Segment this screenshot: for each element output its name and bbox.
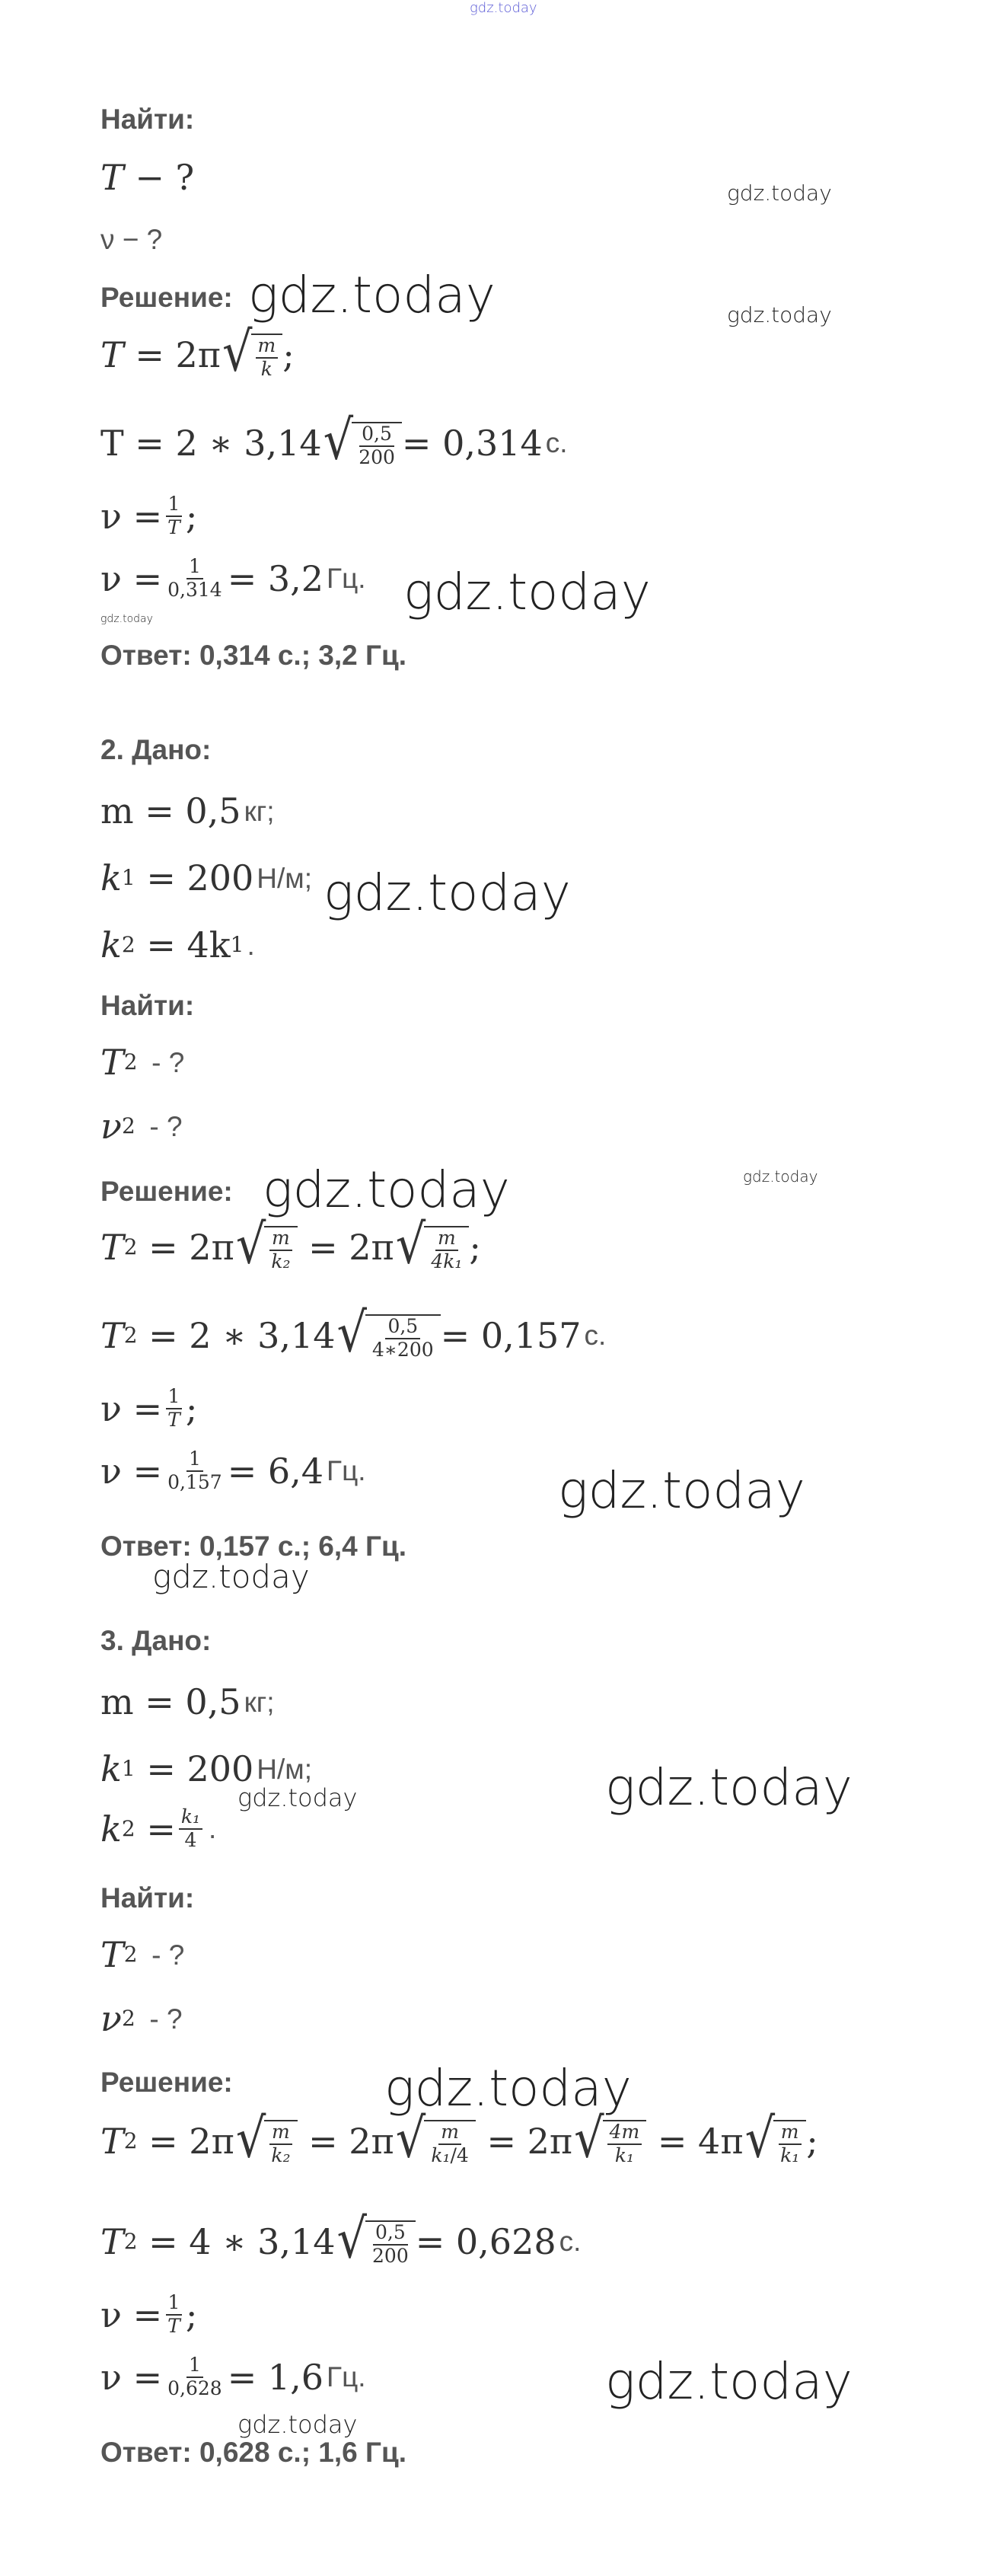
given-mass: m = 0,5 кг; (100, 790, 275, 832)
fraction: $\frac{m}{\text{k₂}}$ (269, 1227, 292, 1273)
watermark: gdz.today (237, 2410, 358, 2439)
fraction: $\frac{m}{\text{k₁/4}}$ (431, 2121, 469, 2166)
formula-frequency-2: ν = $\frac{1}{T}$ ; (100, 1385, 198, 1431)
given-k2: k 2 = $\frac{\text{k₁}}{4}$ . (100, 1805, 217, 1851)
given-k1: k 1 = 200 Н/м; (100, 1748, 313, 1789)
fraction: $\frac{m}{\text{k₁}}$ (778, 2121, 802, 2167)
unknown-T: T − ? (100, 157, 195, 198)
solution-label: Решение: (100, 1176, 233, 1207)
calc-frequency-3: ν = $\frac{1}{0,628}$ = 1,6 Гц. (100, 2354, 366, 2399)
watermark: gdz.today (324, 863, 571, 922)
watermark: gdz.today (727, 302, 832, 327)
sqrt: √ $\frac{m}{\text{4k₁}}$ (396, 1221, 470, 1273)
fraction: $\frac{0,5}{200}$ (359, 423, 395, 468)
solution-label: Решение: (100, 2067, 233, 2098)
watermark: gdz.today (605, 2352, 853, 2411)
unknown-nu2: ν 2 - ? (100, 1106, 183, 1147)
sqrt: √ $\frac{m}{\text{k₂}}$ (236, 1221, 298, 1273)
answer: Ответ: 0,628 с.; 1,6 Гц. (100, 2437, 407, 2468)
watermark: gdz.today (558, 1461, 805, 1520)
fraction: $\frac{m}{\text{4k₁}}$ (431, 1227, 463, 1272)
formula-period-2: T 2 = 2π √ $\frac{m}{\text{k₂}}$ = 2π √ $\frac{m}{\text{4k₁}}$ ; (100, 1212, 481, 1276)
fraction: $\frac{0,5}{200}$ (372, 2221, 409, 2267)
fraction: $\frac{0,5}{4∗200}$ (372, 1315, 434, 1361)
watermark: gdz.today (727, 180, 832, 206)
fraction: $\frac{1}{0,628}$ (167, 2354, 222, 2399)
answer: Ответ: 0,157 с.; 6,4 Гц. (100, 1531, 407, 1562)
solution-label: Решение: (100, 282, 233, 313)
watermark: gdz.today (263, 1160, 510, 1219)
sqrt: √ $\frac{4m}{\text{k₁}}$ (574, 2115, 646, 2167)
watermark: gdz.today (248, 266, 496, 324)
calc-frequency: ν = $\frac{1}{0,314}$ = 3,2 Гц. (100, 555, 366, 601)
unknown-T2: T 2 - ? (100, 1042, 185, 1083)
sqrt: √ $\frac{0,5}{200}$ (337, 2216, 416, 2268)
find-label: Найти: (100, 104, 195, 135)
unknown-nu2: ν 2 - ? (100, 1998, 183, 2039)
find-label: Найти: (100, 1882, 195, 1914)
formula-period-3: T 2 = 2π √ $\frac{m}{\text{k₂}}$ = 2π √ $\frac{m}{\text{k₁/4}}$ = 2π √ $\frac{4m}{\text{k₁}}$ = 4π √ $\frac{m}{\text{k₁}}$ ; (100, 2106, 818, 2170)
fraction: $\frac{1}{0,314}$ (167, 555, 222, 601)
sqrt: √ $\frac{m}{\text{k₁/4}}$ (396, 2115, 476, 2167)
find-label: Найти: (100, 990, 195, 1021)
unknown-nu: ν − ? (100, 224, 163, 255)
formula-period: T = 2π √ $\frac{m}{k}$ ; (100, 320, 295, 384)
unknown-T2: T 2 - ? (100, 1934, 185, 1975)
given-mass: m = 0,5 кг; (100, 1681, 275, 1722)
watermark: gdz.today (100, 613, 153, 625)
calc-period-2: T 2 = 2 ∗ 3,14 √ $\frac{0,5}{4∗200}$ = 0,157 с. (100, 1301, 607, 1365)
sqrt: √ $\frac{m}{\text{k₂}}$ (236, 2115, 298, 2167)
formula-frequency-3: ν = $\frac{1}{T}$ ; (100, 2291, 198, 2337)
fraction: $\frac{m}{\text{k₂}}$ (269, 2121, 292, 2167)
fraction: $\frac{1}{T}$ (165, 493, 183, 539)
sqrt: √ $\frac{0,5}{200}$ (324, 417, 402, 469)
fraction: $\frac{1}{0,157}$ (167, 1448, 222, 1493)
fraction: $\frac{m}{k}$ (256, 335, 279, 381)
given-label: 2. Дано: (100, 734, 212, 765)
given-k2: k 2 = 4k 1 . (100, 924, 255, 966)
calc-period-3: T 2 = 4 ∗ 3,14 √ $\frac{0,5}{200}$ = 0,628 с. (100, 2207, 582, 2271)
fraction: $\frac{1}{T}$ (165, 2292, 183, 2338)
sqrt: √ $\frac{0,5}{4∗200}$ (337, 1310, 441, 1361)
formula-frequency: ν = $\frac{1}{T}$ ; (100, 493, 198, 538)
watermark-top[interactable]: gdz.today (470, 0, 537, 16)
given-k1: k 1 = 200 Н/м; (100, 857, 313, 899)
watermark: gdz.today (152, 1558, 310, 1595)
sqrt: √ $\frac{m}{k}$ (222, 329, 282, 381)
watermark: gdz.today (743, 1167, 818, 1186)
sqrt: √ $\frac{m}{\text{k₁}}$ (745, 2115, 807, 2167)
watermark: gdz.today (384, 2059, 632, 2118)
fraction: $\frac{4m}{\text{k₁}}$ (607, 2121, 642, 2167)
calc-frequency-2: ν = $\frac{1}{0,157}$ = 6,4 Гц. (100, 1448, 366, 1493)
watermark: gdz.today (605, 1758, 853, 1817)
answer: Ответ: 0,314 с.; 3,2 Гц. (100, 640, 407, 671)
fraction: $\frac{1}{T}$ (165, 1386, 183, 1432)
watermark: gdz.today (403, 563, 651, 621)
given-label: 3. Дано: (100, 1625, 212, 1656)
fraction: $\frac{\text{k₁}}{4}$ (179, 1806, 202, 1852)
calc-period: T = 2 ∗ 3,14 √ $\frac{0,5}{200}$ = 0,314 с. (100, 408, 568, 472)
watermark: gdz.today (237, 1783, 358, 1812)
